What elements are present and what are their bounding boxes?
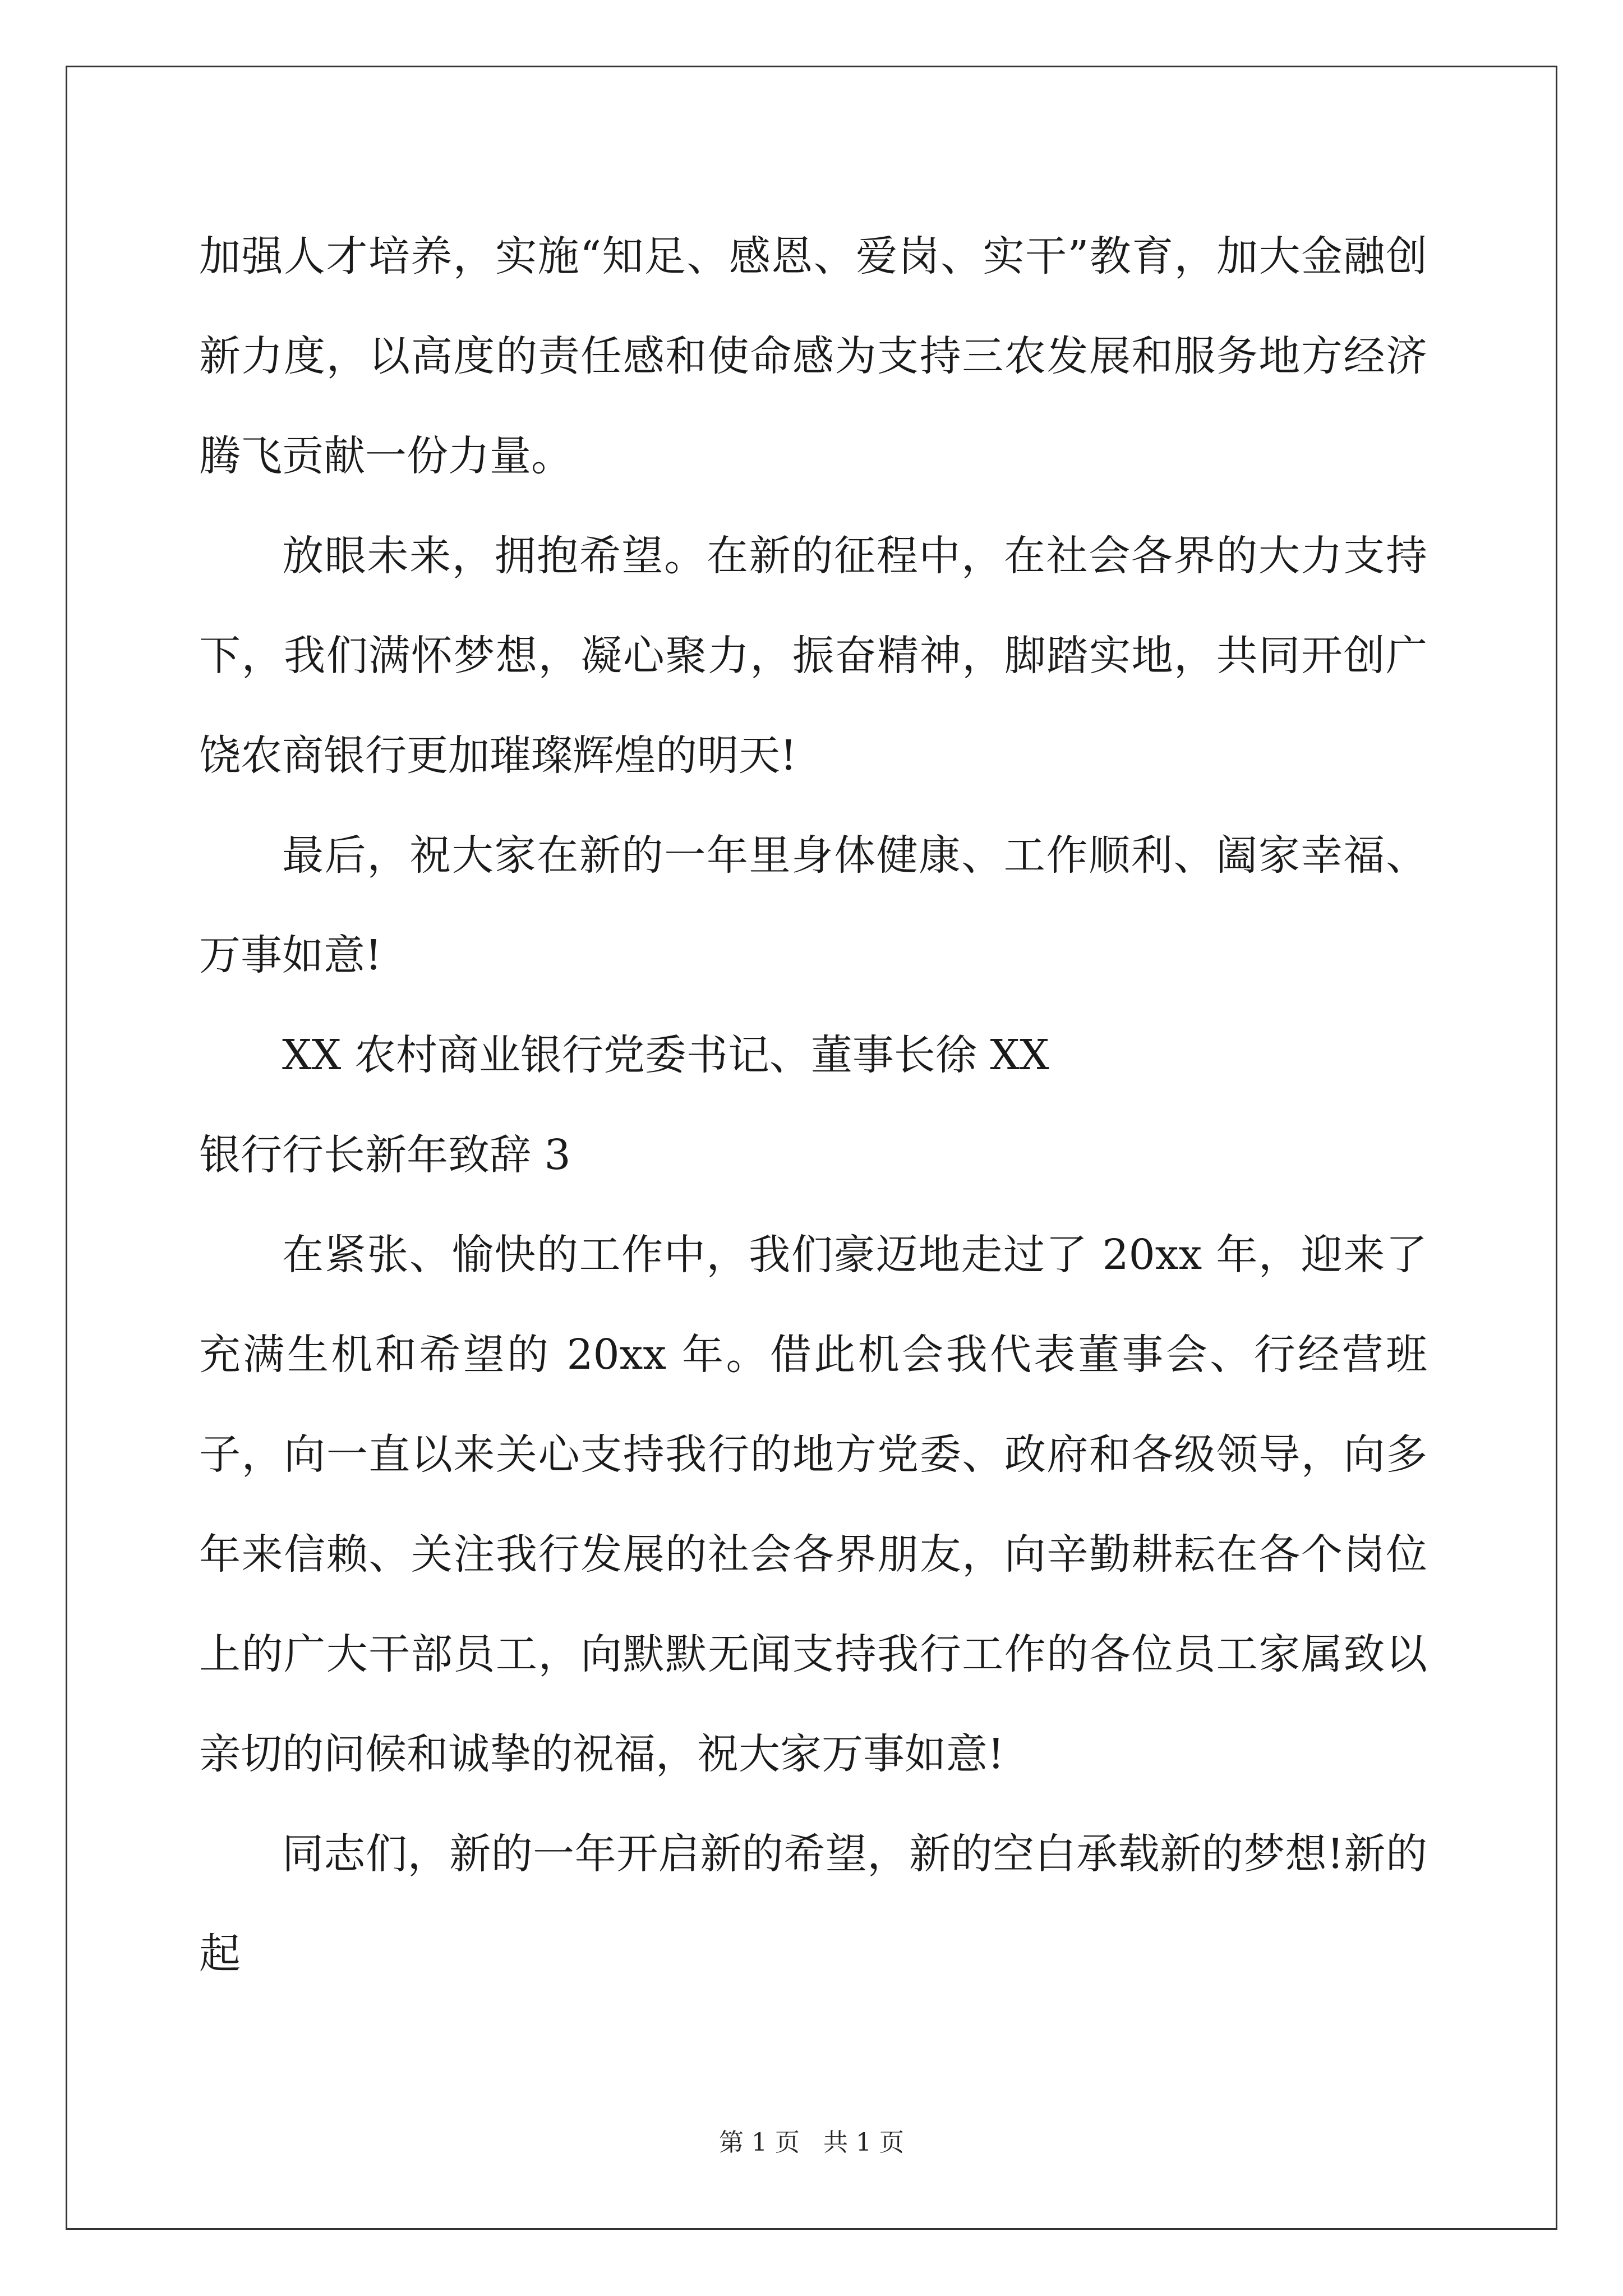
paragraph-outlook: 放眼未来，拥抱希望。在新的征程中，在社会各界的大力支持下，我们满怀梦想，凝心聚力，振奋精神，脚踏实地，共同开创广饶农商银行更加璀璨辉煌的明天! xyxy=(199,532,1427,780)
paragraph-continuation: 加强人才培养，实施“知足、感恩、爱岗、实干”教育，加大金融创新力度，以高度的责任感和使命感为支持三农发展和服务地方经济腾飞贡献一份力量。 xyxy=(199,232,1427,480)
signature-line: XX 农村商业银行党委书记、董事长徐 XX xyxy=(282,1031,1049,1079)
document-body xyxy=(199,206,1427,2004)
page-number: 第 1 页 xyxy=(719,2128,800,2157)
page-total: 共 1 页 xyxy=(823,2128,904,2157)
section-heading: 银行行长新年致辞 3 xyxy=(199,1131,571,1179)
paragraph-wishes: 最后，祝大家在新的一年里身体健康、工作顺利、阖家幸福、万事如意! xyxy=(199,831,1427,979)
paragraph-greeting: 在紧张、愉快的工作中，我们豪迈地走过了 20xx 年，迎来了充满生机和希望的 20xx 年。借此机会我代表董事会、行经营班子，向一直以来关心支持我行的地方党委、政府和各级领导，向多年来信赖、关注我行发展的社会各界朋友，向辛勤耕耘在各个岗位上的广大干部员工，向默默无闻支持我行工作的各位员工家属致以亲切的问候和诚挚的祝福，祝大家万事如意! xyxy=(199,1231,1427,1778)
page-footer xyxy=(0,2126,1623,2160)
paragraph-comrades: 同志们，新的一年开启新的希望，新的空白承载新的梦想!新的起 xyxy=(199,1830,1427,1978)
